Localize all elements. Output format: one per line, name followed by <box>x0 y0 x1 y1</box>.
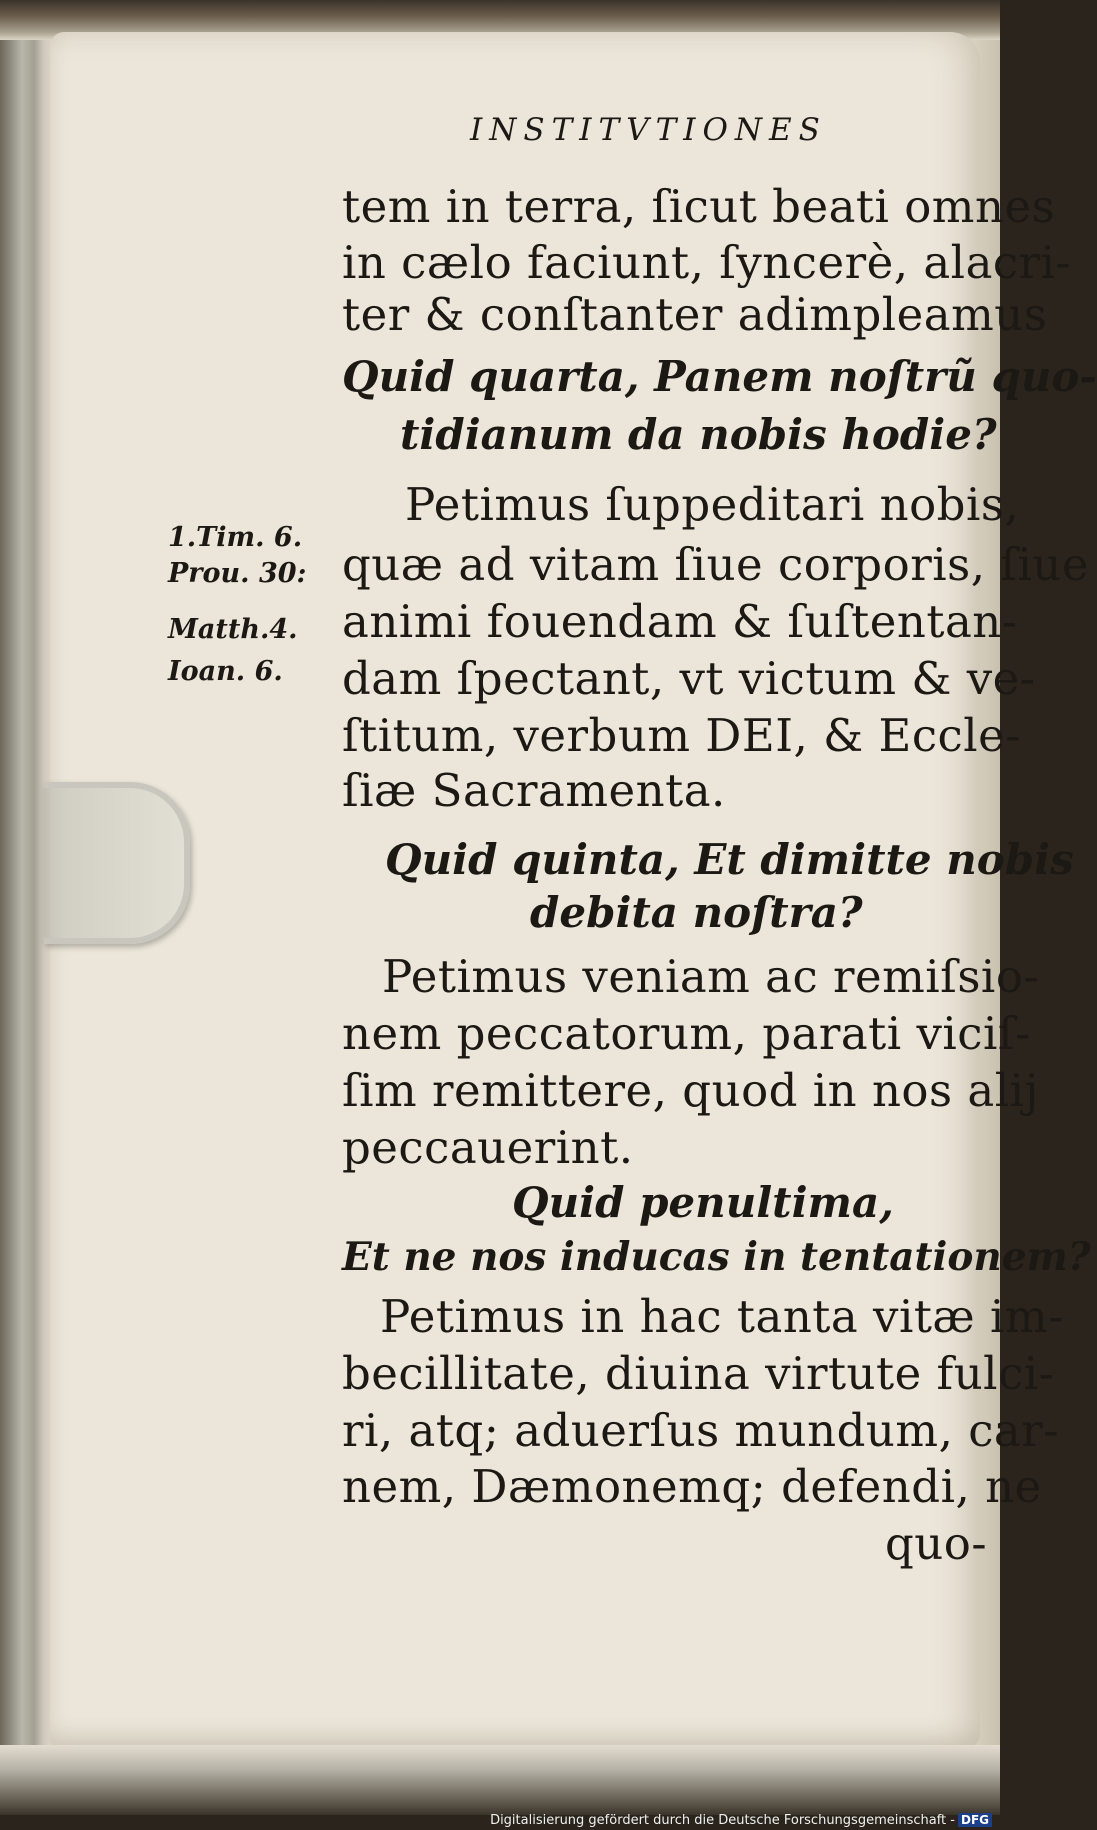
text-line-8: ſtitum, verbum DEI, & Eccle- <box>342 709 1021 762</box>
margin-note-1: 1.Tim. 6. <box>168 522 303 553</box>
dfg-logo: DFG <box>958 1813 992 1827</box>
text-line-10: Petimus veniam ac remiſsio- <box>382 950 1040 1003</box>
question-line-3: Quid quinta, Et dimitte nobis <box>385 835 1074 884</box>
text-line-16: ri, atq; aduerſus mundum, car- <box>342 1404 1059 1457</box>
text-line-15: becillitate, diuina virtute fulci- <box>342 1347 1055 1400</box>
margin-note-3: Matth.4. <box>168 614 298 645</box>
text-line-2: in cælo faciunt, ſyncerè, alacri- <box>342 236 1072 289</box>
text-line-4: Petimus ſuppeditari nobis, <box>405 478 1020 531</box>
question-line-4: debita noſtra? <box>530 888 863 937</box>
book-bottom-edge <box>0 1745 1000 1815</box>
text-line-12: ſim remittere, quod in nos alij <box>342 1064 1039 1117</box>
question-line-5: Quid penultima, <box>512 1178 894 1227</box>
text-line-5: quæ ad vitam ſiue corporis, ſiue <box>342 538 1089 591</box>
text-line-11: nem peccatorum, parati viciſ- <box>342 1007 1031 1060</box>
margin-note-4: Ioan. 6. <box>168 656 283 687</box>
text-line-6: animi fouendam & ſuſtentan- <box>342 595 1018 648</box>
text-line-3: ter & conſtanter adimpleamus <box>342 288 1048 341</box>
question-line-1: Quid quarta, Panem noſtrũ quo- <box>342 352 1097 401</box>
credit-text: Digitalisierung gefördert durch die Deutsche Forschungsgemeinschaft - <box>490 1813 955 1828</box>
text-line-18: quo- <box>885 1517 988 1570</box>
text-line-9: ſiæ Sacramenta. <box>342 764 726 817</box>
text-line-1: tem in terra, ſicut beati omnes <box>342 180 1056 233</box>
text-line-14: Petimus in hac tanta vitæ im- <box>380 1290 1064 1343</box>
text-line-17: nem, Dæmonemq; defendi, ne <box>342 1460 1042 1513</box>
text-line-7: dam ſpectant, vt victum & ve- <box>342 652 1036 705</box>
digitization-credit <box>490 1813 992 1828</box>
margin-note-2: Prou. 30: <box>168 558 307 589</box>
page-marker-clip <box>44 782 190 944</box>
running-header: INSTITVTIONES <box>470 112 827 148</box>
question-line-6: Et ne nos inducas in tentationem? <box>342 1234 1091 1280</box>
text-line-13: peccauerint. <box>342 1121 634 1174</box>
question-line-2: tidianum da nobis hodie? <box>400 410 997 459</box>
